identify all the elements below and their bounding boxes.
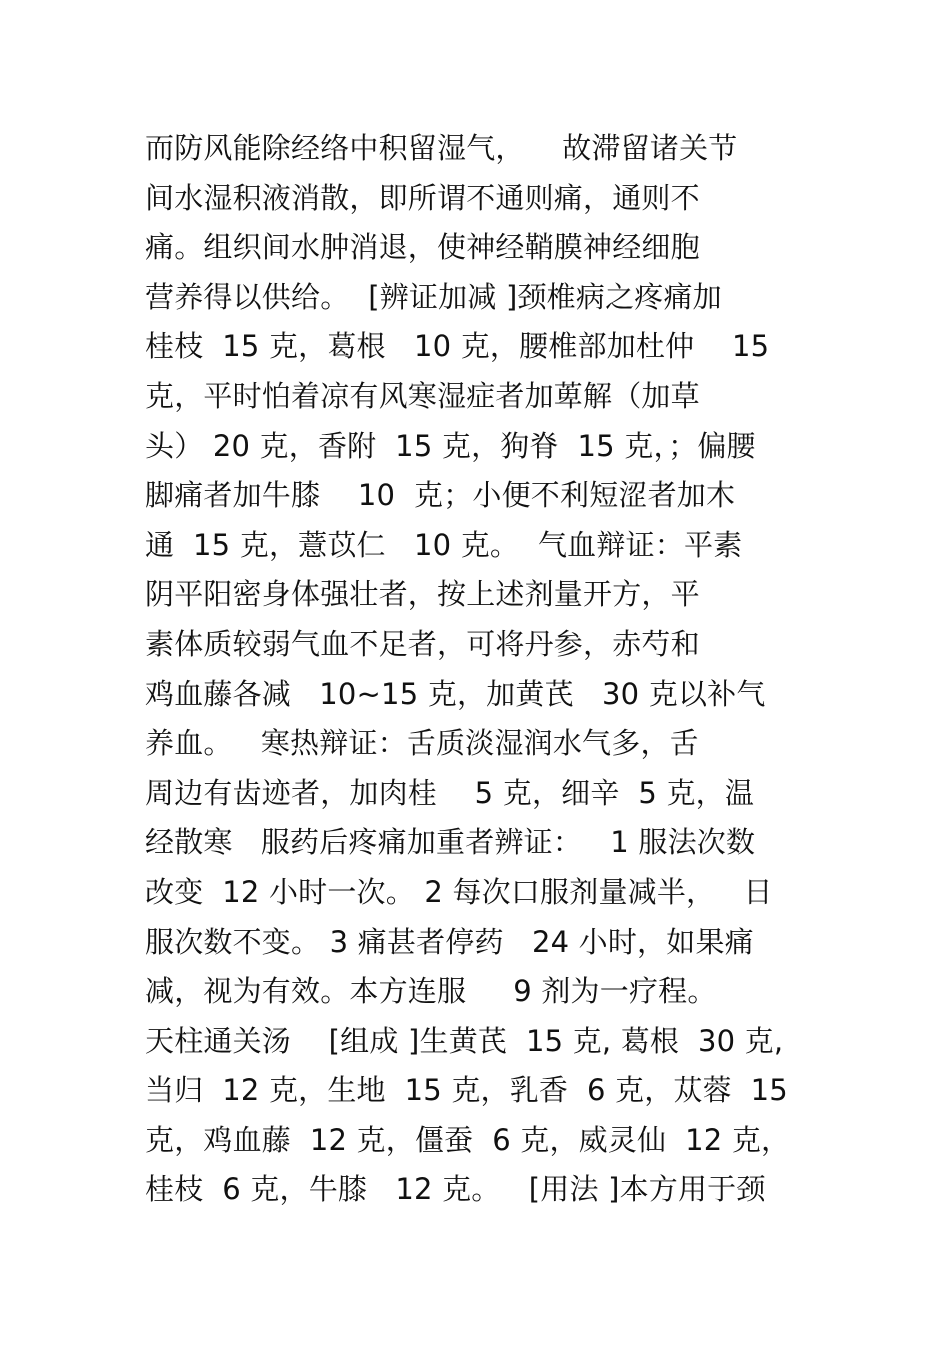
text-line-13: 养血。 寒热辩证：舌质淡湿润水气多，舌 (145, 726, 699, 761)
text-line-15: 经散寒 服药后疼痛加重者辨证： 1 服法次数 (145, 825, 756, 860)
text-line-4: 营养得以供给。 [辨证加减 ]颈椎病之疼痛加 (145, 279, 722, 314)
text-line-6: 克，平时怕着凉有风寒湿症者加萆解（加草 (145, 378, 700, 413)
text-line-2: 间水湿积液消散，即所谓不通则痛，通则不 (145, 180, 700, 215)
text-line-14: 周边有齿迹者，加肉桂 5 克，细辛 5 克，温 (145, 775, 755, 810)
text-line-7: 头） 20 克，香附 15 克，狗脊 15 克，；偏腰 (145, 428, 756, 463)
text-line-5: 桂枝 15 克，葛根 10 克，腰椎部加杜仲 15 (145, 329, 770, 364)
text-line-19: 天柱通关汤 [组成 ]生黄芪 15 克, 葛根 30 克, (145, 1023, 784, 1058)
text-line-3: 痛。组织间水肿消退，使神经鞘膜神经细胞 (145, 230, 700, 265)
body-text (145, 124, 825, 1215)
text-line-11: 素体质较弱气血不足者，可将丹参，赤芍和 (145, 626, 700, 661)
text-line-21: 克，鸡血藤 12 克，僵蚕 6 克，威灵仙 12 克， (145, 1122, 791, 1157)
text-line-17: 服次数不变。 3 痛甚者停药 24 小时，如果痛 (145, 924, 754, 959)
text-line-1: 而防风能除经络中积留湿气， 故滞留诸关节 (145, 131, 738, 165)
text-line-10: 阴平阳密身体强壮者，按上述剂量开方，平 (145, 577, 700, 612)
text-line-16: 改变 12 小时一次。 2 每次口服剂量减半， 日 (145, 874, 773, 909)
text-line-12: 鸡血藤各减 10~15 克，加黄芪 30 克以补气 (145, 676, 766, 711)
text-line-8: 脚痛者加牛膝 10 克；小便不利短涩者加木 (145, 478, 736, 513)
text-line-22: 桂枝 6 克，牛膝 12 克。 [用法 ]本方用于颈 (145, 1172, 766, 1207)
text-line-18: 减，视为有效。本方连服 9 剂为一疗程。 (145, 974, 717, 1009)
text-line-9: 通 15 克，薏苡仁 10 克。 气血辩证：平素 (145, 527, 743, 562)
text-line-20: 当归 12 克，生地 15 克，乳香 6 克，苁蓉 15 (145, 1073, 788, 1108)
